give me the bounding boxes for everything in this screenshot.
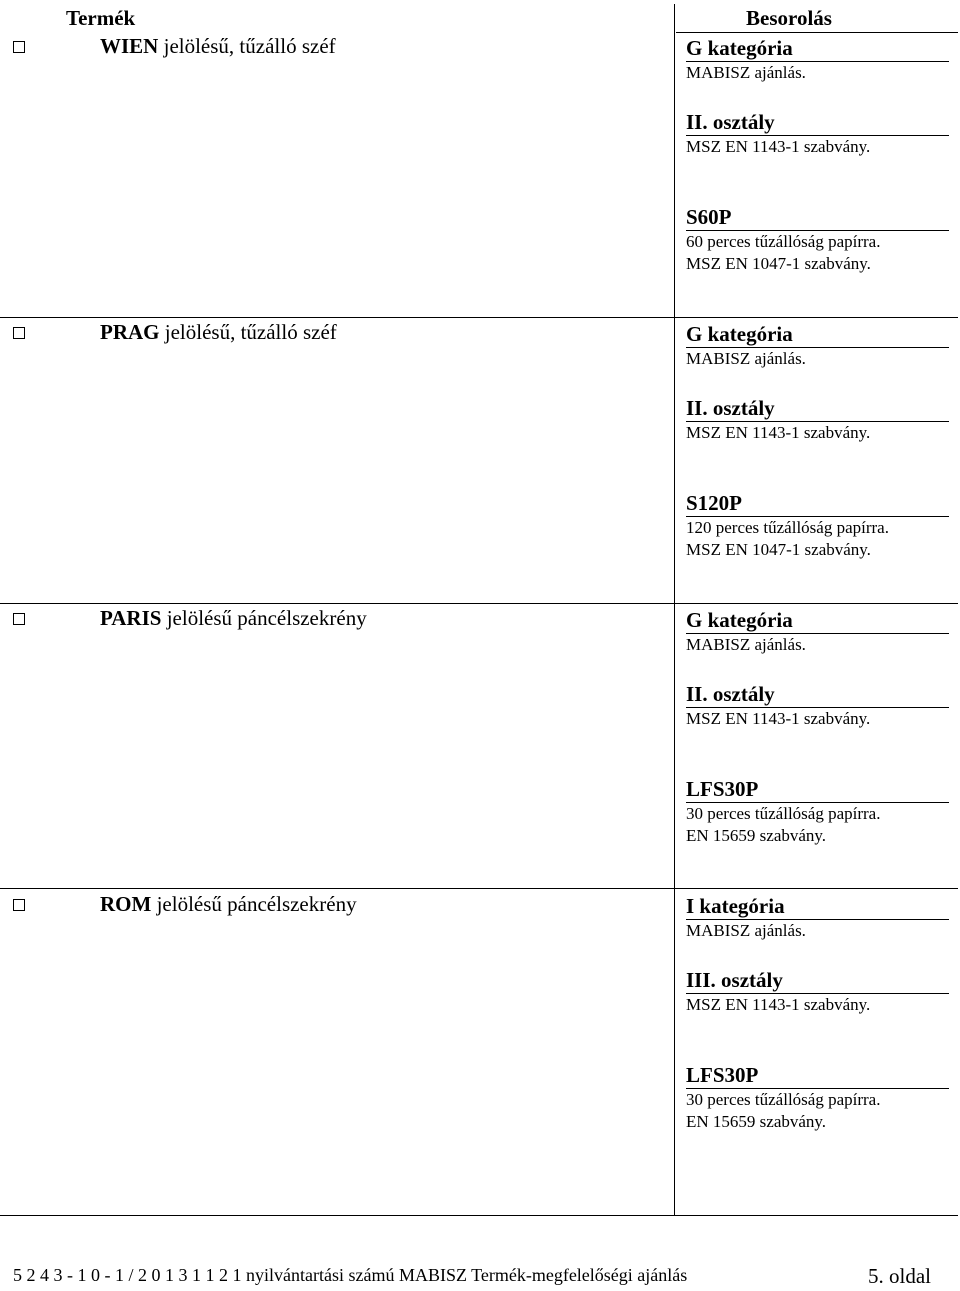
classification-note: MABISZ ajánlás. xyxy=(686,63,806,82)
classification-note: MSZ EN 1143-1 szabvány. xyxy=(686,995,871,1014)
classification-title: II. osztály xyxy=(686,396,949,422)
row-divider xyxy=(0,888,958,889)
classification-g xyxy=(686,322,949,370)
classification-note: 30 perces tűzállóság papírra. xyxy=(686,804,881,823)
classification-note: 30 perces tűzállóság papírra. xyxy=(686,1090,881,1109)
table-bottom-border xyxy=(0,1215,958,1216)
footer-registration: 5 2 4 3 - 1 0 - 1 / 2 0 1 3 1 1 2 1 nyilvántartási számú MABISZ Termék-megfelelőségi ajánlás xyxy=(13,1265,688,1285)
classification-title: G kategória xyxy=(686,36,949,62)
classification-title: LFS30P xyxy=(686,777,949,803)
classification-note: MSZ EN 1047-1 szabvány. xyxy=(686,254,871,273)
classification-note: MABISZ ajánlás. xyxy=(686,349,806,368)
classification-g xyxy=(686,608,949,656)
product-checkbox[interactable] xyxy=(13,327,25,339)
classification-fire xyxy=(686,1063,949,1133)
classification-title: I kategória xyxy=(686,894,949,920)
classification-note: MABISZ ajánlás. xyxy=(686,921,806,940)
classification-note: MSZ EN 1143-1 szabvány. xyxy=(686,423,871,442)
column-divider xyxy=(674,4,675,1216)
classification-class xyxy=(686,682,949,730)
classification-fire xyxy=(686,491,949,561)
classification-i xyxy=(686,894,949,942)
product-column-header xyxy=(0,0,674,33)
classification-note: MSZ EN 1047-1 szabvány. xyxy=(686,540,871,559)
classification-title: S120P xyxy=(686,491,949,517)
classification-class xyxy=(686,110,949,158)
classification-title: LFS30P xyxy=(686,1063,949,1089)
product-checkbox[interactable] xyxy=(13,613,25,625)
classification-title: G kategória xyxy=(686,608,949,634)
product-column-title: Termék xyxy=(66,6,136,30)
row-divider xyxy=(0,603,958,604)
product-name: WIEN jelölésű, tűzálló széf xyxy=(100,34,336,58)
classification-note: MSZ EN 1143-1 szabvány. xyxy=(686,709,871,728)
classification-column-title: Besorolás xyxy=(746,6,832,30)
classification-note: MSZ EN 1143-1 szabvány. xyxy=(686,137,871,156)
classification-g xyxy=(686,36,949,84)
classification-title: II. osztály xyxy=(686,110,949,136)
classification-class xyxy=(686,396,949,444)
classification-title: S60P xyxy=(686,205,949,231)
classification-note: EN 15659 szabvány. xyxy=(686,826,827,845)
classification-title: III. osztály xyxy=(686,968,949,994)
header-divider xyxy=(676,32,958,33)
classification-class xyxy=(686,968,949,1016)
product-name: PARIS jelölésű páncélszekrény xyxy=(100,606,367,630)
classification-note: 60 perces tűzállóság papírra. xyxy=(686,232,881,251)
classification-title: G kategória xyxy=(686,322,949,348)
classification-note: EN 15659 szabvány. xyxy=(686,1112,827,1131)
classification-fire xyxy=(686,205,949,275)
classification-note: MABISZ ajánlás. xyxy=(686,635,806,654)
product-name: PRAG jelölésű, tűzálló széf xyxy=(100,320,337,344)
classification-title: II. osztály xyxy=(686,682,949,708)
row-divider xyxy=(0,317,958,318)
classification-fire xyxy=(686,777,949,847)
product-checkbox[interactable] xyxy=(13,41,25,53)
page-number: 5. oldal xyxy=(868,1264,931,1288)
product-name: ROM jelölésű páncélszekrény xyxy=(100,892,357,916)
product-checkbox[interactable] xyxy=(13,899,25,911)
classification-column-header xyxy=(676,0,960,33)
classification-note: 120 perces tűzállóság papírra. xyxy=(686,518,889,537)
